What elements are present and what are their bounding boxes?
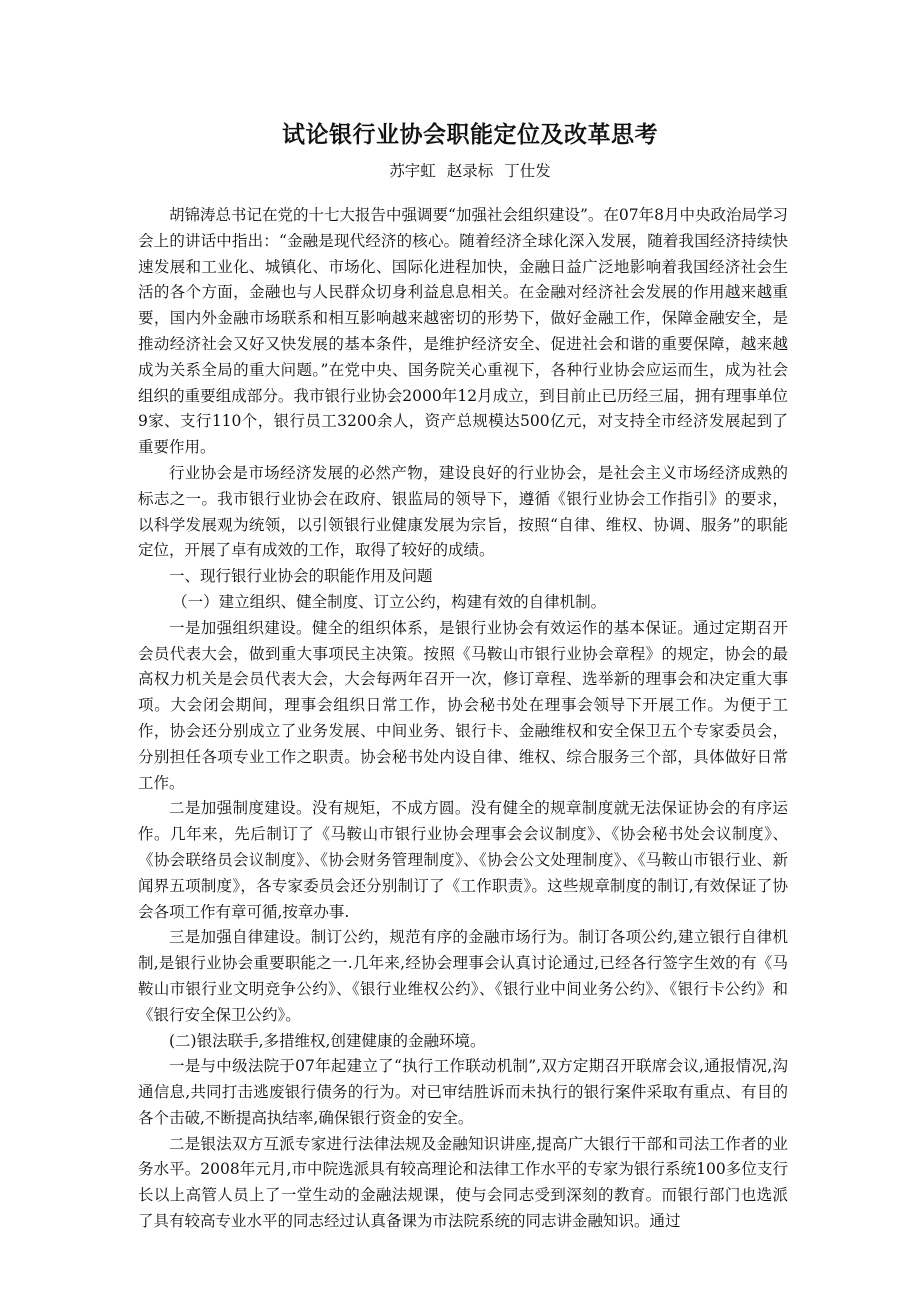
body-paragraph: 行业协会是市场经济发展的必然产物，建设良好的行业协会，是社会主义市场经济成熟的标志之一。我市银行业协会在政府、银监局的领导下，遵循《银行业协会工作指引》的要求，以科学发展观为统领，以引领银行业健康发展为宗旨，按照“自律、维权、协调、服务”的职能定位，开展了卓有成效的工作，取得了较好的成绩。 xyxy=(138,463,788,560)
body-paragraph: 二是银法双方互派专家进行法律法规及金融知识讲座,提高广大银行干部和司法工作者的业务水平。2008年元月,市中院选派具有较高理论和法律工作水平的专家为银行系统100多位支行长以上高管人员上了一堂生动的金融法规课，使与会同志受到深刻的教育。而银行部门也选派了具有较高专业水平的同志经过认真备课为市法院系统的同志讲金融知识。通过 xyxy=(138,1134,788,1231)
subsection-heading: (二)银法联手,多措维权,创建健康的金融环境。 xyxy=(169,1031,486,1050)
author-name: 赵录标 xyxy=(446,162,494,180)
body-paragraph: 一是加强组织建设。健全的组织体系，是银行业协会有效运作的基本保证。通过定期召开会员代表大会，做到重大事项民主决策。按照《马鞍山市银行业协会章程》的规定，协会的最高权力机关是会员代表大会，大会每两年召开一次，修订章程、选举新的理事会和决定重大事项。大会闭会期间，理事会组织日常工作，协会秘书处在理事会领导下开展工作。为便于工作，协会还分别成立了业务发展、中间业务、银行卡、金融维权和安全保卫五个专家委员会，分别担任各项专业工作之职责。协会秘书处内设自律、维权、综合服务三个部，具体做好日常工作。 xyxy=(138,618,788,792)
body-paragraph: 胡锦涛总书记在党的十七大报告中强调要“加强社会组织建设”。在07年8月中央政治局学习会上的讲话中指出：“金融是现代经济的核心。随着经济全球化深入发展，随着我国经济持续快速发展和工业化、城镇化、市场化、国际化进程加快，金融日益广泛地影响着我国经济社会生活的各个方面，金融也与人民群众切身利益息息相关。在金融对经济社会发展的作用越来越重要，国内外金融市场联系和相互影响越来越密切的形势下，做好金融工作，保障金融安全，是推动经济社会又好又快发展的基本条件，是维护经济安全、促进社会和谐的重要保障，越来越成为关系全局的重大问题。”在党中央、国务院关心重视下，各种行业协会应运而生，成为社会组织的重要组成部分。我市银行业协会2000年12月成立，到目前止已历经三届，拥有理事单位9家、支行110个，银行员工3200余人，资产总规模达500亿元，对支持全市经济发展起到了重要作用。 xyxy=(138,206,788,457)
author-name: 苏宇虹 xyxy=(389,162,436,180)
body-paragraph: 三是加强自律建设。制订公约，规范有序的金融市场行为。制订各项公约,建立银行自律机制,是银行业协会重要职能之一.几年来,经协会理事会认真讨论通过,已经各行签字生效的有《马鞍山市银行业文明竞争公约》、《银行业维权公约》、《银行业中间业务公约》、《银行卡公约》和《银行安全保卫公约》。 xyxy=(138,928,788,1024)
body-paragraph: 一是与中级法院于07年起建立了“执行工作联动机制”,双方定期召开联席会议,通报情况,沟通信息,共同打击逃废银行债务的行为。对已审结胜诉而未执行的银行案件采取有重点、有目的各个击破,不断提高执结率,确保银行资金的安全。 xyxy=(138,1057,788,1127)
subsection-heading: （一）建立组织、健全制度、订立公约，构建有效的自律机制。 xyxy=(172,592,607,611)
body-paragraph: 二是加强制度建设。没有规矩，不成方圆。没有健全的规章制度就无法保证协会的有序运作。几年来，先后制订了《马鞍山市银行业协会理事会会议制度》、《协会秘书处会议制度》、《协会联络员会议制度》、《协会财务管理制度》、《协会公文处理制度》、《马鞍山市银行业、新闻界五项制度》，各专家委员会还分别制订了《工作职责》。这些规章制度的制订,有效保证了协会各项工作有章可循,按章办事. xyxy=(138,799,788,921)
document-title: 试论银行业协会职能定位及改革思考 xyxy=(282,122,658,148)
document-page xyxy=(138,118,788,1235)
author-line xyxy=(138,158,788,184)
section-heading: 一、现行银行业协会的职能作用及问题 xyxy=(169,567,433,586)
author-name: 丁仕发 xyxy=(504,162,551,180)
